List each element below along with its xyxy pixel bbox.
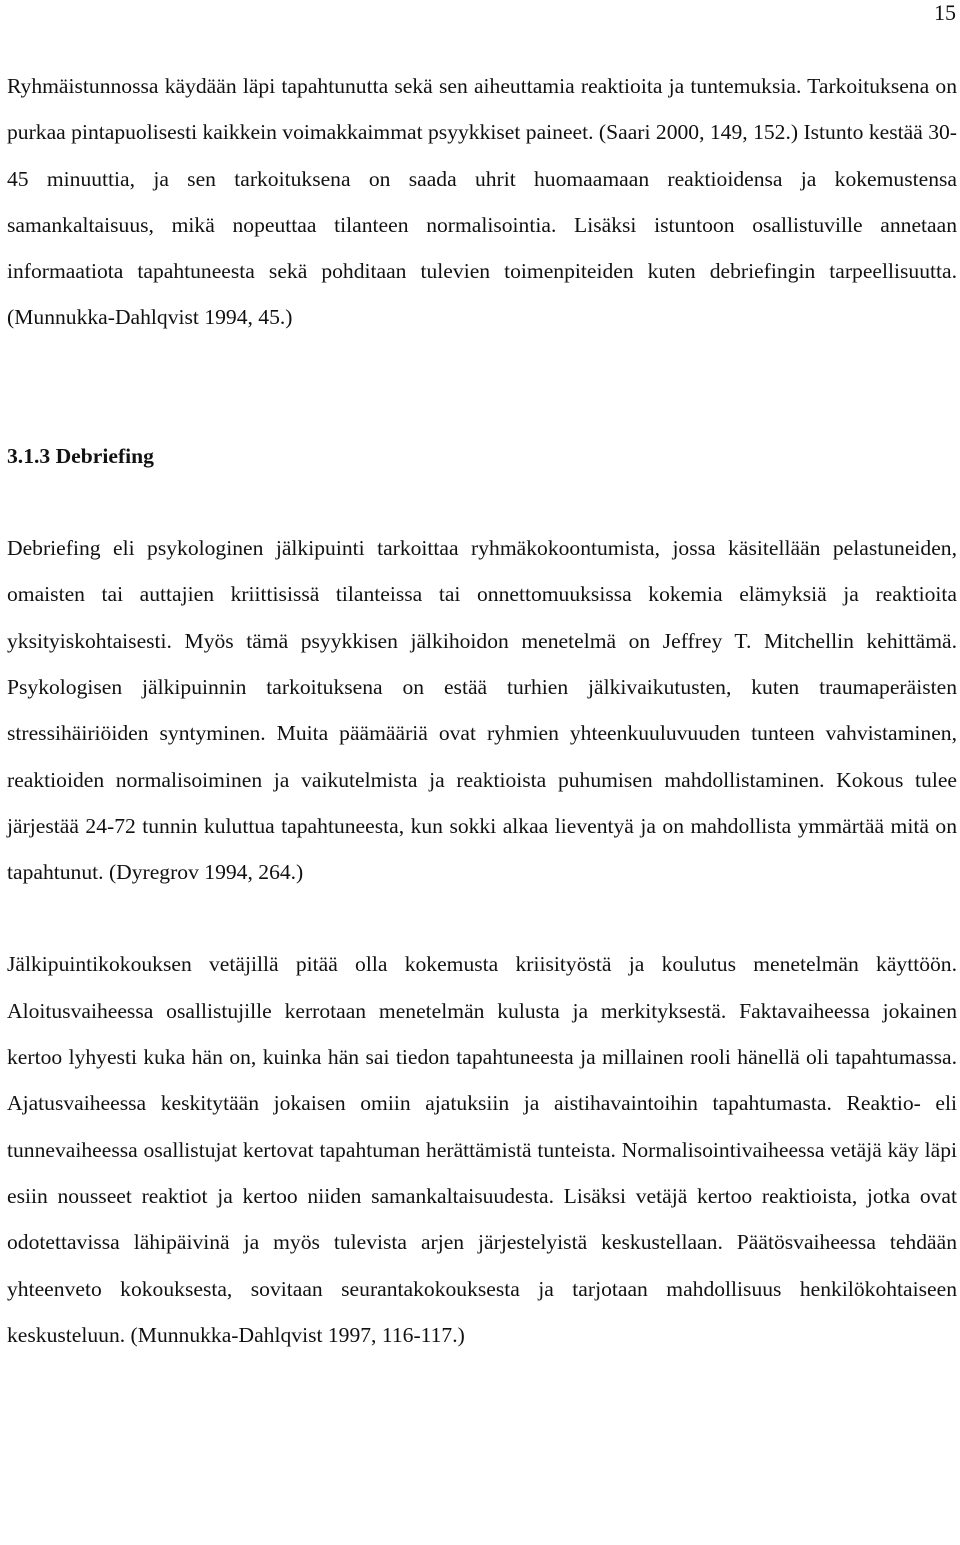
paragraph-spacer [7,895,957,941]
heading-spacer [7,479,957,525]
paragraph-debriefing-definition: Debriefing eli psykologinen jälkipuinti tarkoittaa ryhmäkokoontumista, jossa käsitellään pelastuneiden, omaisten tai auttajien kriittisissä tilanteissa tai onnettomuuksissa kokemia elämyksiä ja reaktioita yksityiskohtaisesti. Myös tämä psyykkisen jälkihoidon menetelmä on Jeffrey T. Mitchellin kehittämä. Psykologisen jälkipuinnin tarkoituksena on estää turhien jälkivaikutusten, kuten traumaperäisten stressihäiriöiden syntyminen. Muita päämääriä ovat ryhmien yhteenkuuluvuuden tunteen vahvistaminen, reaktioiden normalisoiminen ja vaikutelmista ja reaktioista puhumisen mahdollistaminen. Kokous tulee järjestää 24-72 tunnin kuluttua tapahtuneesta, kun sokki alkaa lieventyä ja on mahdollista ymmärtää mitä on tapahtunut. (Dyregrov 1994, 264.) [7,536,957,885]
document-body [7,63,957,1358]
paragraph-debriefing-phases: Jälkipuintikokouksen vetäjillä pitää olla kokemusta kriisityöstä ja koulutus menetelmän käyttöön. Aloitusvaiheessa osallistujille kerrotaan menetelmän kulusta ja merkityksestä. Faktavaiheessa jokainen kertoo lyhyesti kuka hän on, kuinka hän sai tiedon tapahtuneesta ja millainen rooli hänellä oli tapahtumassa. Ajatusvaiheessa keskitytään jokaisen omiin ajatuksiin ja aistihavaintoihin tapahtumasta. Reaktio- eli tunnevaiheessa osallistujat kertovat tapahtuman herättämistä tunteista. Normalisointivaiheessa vetäjä käy läpi esiin nousseet reaktiot ja kertoo niiden samankaltaisuudesta. Lisäksi vetäjä kertoo reaktioista, jotka ovat odotettavissa lähipäivinä ja myös tulevista arjen järjestelyistä keskustellaan. Päätösvaiheessa tehdään yhteenveto kokouksesta, sovitaan seurantakokouksesta ja tarjotaan mahdollisuus henkilökohtaiseen keskusteluun. (Munnukka-Dahlqvist 1997, 116-117.) [7,952,957,1347]
section-heading-debriefing: 3.1.3 Debriefing [7,443,154,468]
paragraph-group-session: Ryhmäistunnossa käydään läpi tapahtunutta sekä sen aiheuttamia reaktioita ja tuntemuksia. Tarkoituksena on purkaa pintapuolisesti kaikkein voimakkaimmat psyykkiset paineet. (Saari 2000, 149, 152.) Istunto kestää 30-45 minuuttia, ja sen tarkoituksena on saada uhrit huomaamaan reaktioidensa ja kokemustensa samankaltaisuus, mikä nopeuttaa tilanteen normalisointia. Lisäksi istuntoon osallistuville annetaan informaatiota tapahtuneesta sekä pohditaan tulevien toimenpiteiden kuten debriefingin tarpeellisuutta. (Munnukka-Dahlqvist 1994, 45.) [7,74,957,330]
page-number: 15 [934,0,956,25]
section-spacer [7,341,957,433]
